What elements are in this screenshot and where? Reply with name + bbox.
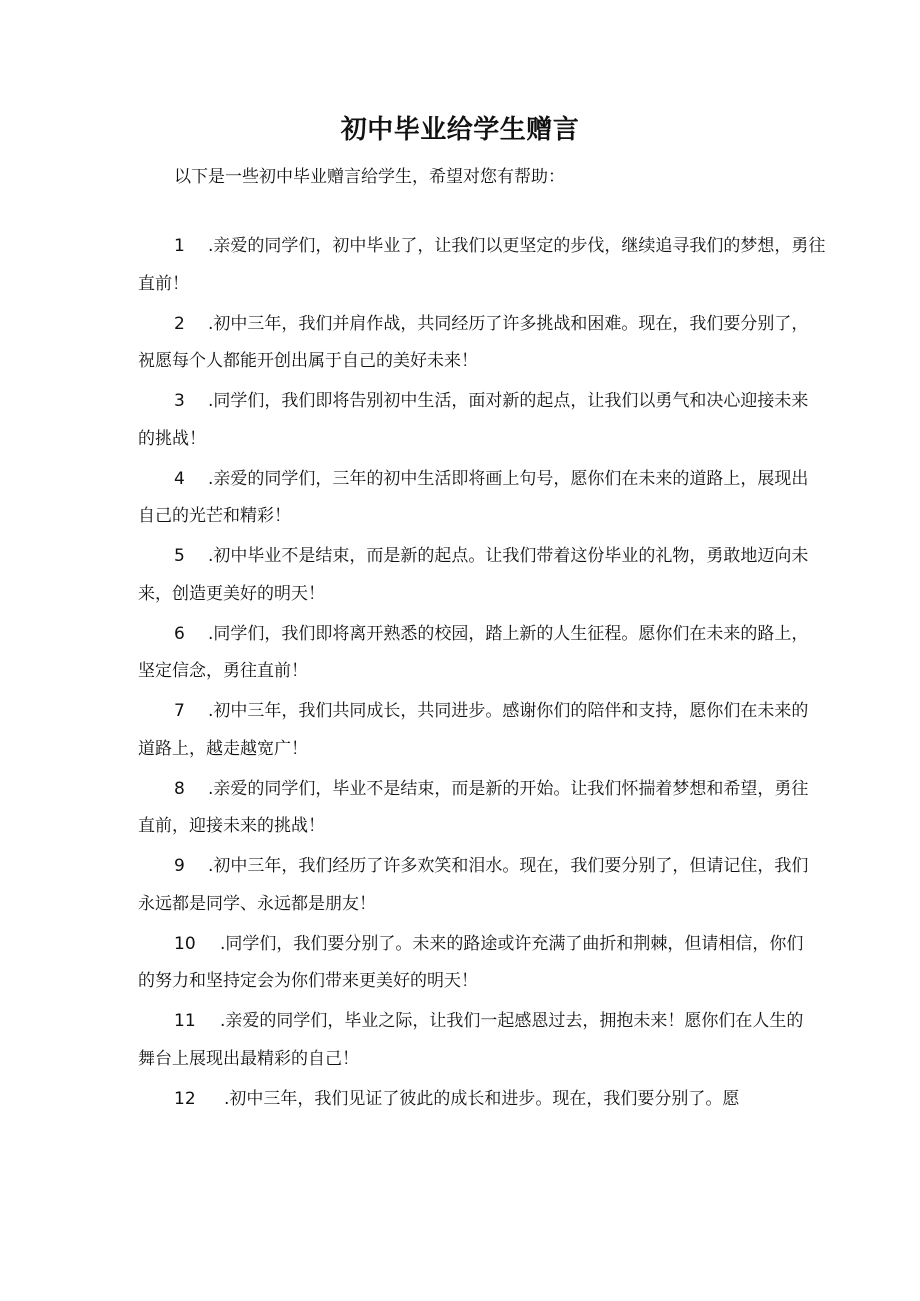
list-item	[138, 383, 809, 461]
list-item	[138, 1081, 798, 1159]
item-text-line1: .初中三年，我们经历了许多欢笑和泪水。现在，我们要分别了，但请记住，我们	[208, 856, 809, 876]
intro-paragraph: 以下是一些初中毕业赠言给学生，希望对您有帮助：	[174, 167, 565, 187]
item-text-line2: 自己的光芒和精彩！	[138, 506, 291, 526]
document-title: 初中毕业给学生赠言	[340, 115, 580, 145]
item-text-line1: .亲爱的同学们，毕业之际，让我们一起感恩过去，拥抱未来！愿你们在人生的	[220, 1011, 804, 1031]
list-item	[138, 461, 809, 539]
item-number: 3	[174, 391, 185, 411]
item-number: 11	[174, 1011, 196, 1031]
item-text-line1: .同学们，我们即将告别初中生活，面对新的起点，让我们以勇气和决心迎接未来	[208, 391, 809, 411]
item-text-line2: 舞台上展现出最精彩的自己！	[138, 1048, 359, 1069]
item-number: 8	[174, 778, 185, 799]
list-item	[138, 538, 809, 616]
list-item	[138, 848, 809, 926]
item-number: 1	[174, 236, 185, 256]
item-number: 9	[174, 856, 185, 876]
item-number: 6	[174, 623, 185, 644]
item-text-line1: .同学们，我们即将离开熟悉的校园，踏上新的人生征程。愿你们在未来的路上，	[208, 623, 809, 644]
item-text-line2: 直前！	[138, 273, 189, 294]
item-text-line2: 直前，迎接未来的挑战！	[138, 816, 325, 836]
item-text-line1: .初中三年，我们见证了彼此的成长和进步。现在，我们要分别了。愿	[224, 1088, 740, 1109]
list-item	[138, 771, 809, 849]
item-text-line1: .初中三年，我们并肩作战，共同经历了许多挑战和困难。现在，我们要分别了，	[208, 313, 809, 334]
item-text-line1: .亲爱的同学们，毕业不是结束，而是新的开始。让我们怀揣着梦想和希望，勇往	[208, 778, 809, 799]
list-item	[138, 1003, 804, 1081]
item-number: 2	[174, 313, 185, 334]
message-list	[138, 228, 826, 1158]
item-text-line2: 来，创造更美好的明天！	[138, 583, 325, 604]
item-text-line1: .初中三年，我们共同成长，共同进步。感谢你们的陪伴和支持，愿你们在未来的	[208, 701, 809, 721]
item-text-line1: .初中毕业不是结束，而是新的起点。让我们带着这份毕业的礼物，勇敢地迈向未	[208, 546, 809, 566]
item-number: 5	[174, 546, 185, 566]
list-item	[138, 616, 809, 694]
item-number: 4	[174, 468, 185, 489]
item-number: 7	[174, 701, 185, 721]
list-item	[138, 228, 826, 306]
list-item	[138, 693, 809, 771]
list-item	[138, 926, 804, 1004]
item-text-line1: .同学们，我们要分别了。未来的路途或许充满了曲折和荆棘，但请相信，你们	[220, 933, 804, 954]
item-text-line2: 的挑战！	[138, 428, 206, 449]
item-text-line2	[138, 1118, 798, 1156]
item-text-line2: 祝愿每个人都能开创出属于自己的美好未来！	[138, 351, 478, 371]
item-number: 10	[174, 933, 196, 954]
list-item	[138, 306, 809, 384]
item-text-line2: 坚定信念，勇往直前！	[138, 661, 308, 681]
item-text-line2: 的努力和坚持定会为你们带来更美好的明天！	[138, 971, 478, 991]
item-text-line2: 永远都是同学、永远都是朋友！	[138, 893, 376, 914]
item-text-line1: .亲爱的同学们，三年的初中生活即将画上句号，愿你们在未来的道路上，展现出	[208, 468, 809, 489]
item-text-line1: .亲爱的同学们，初中毕业了，让我们以更坚定的步伐，继续追寻我们的梦想，勇往	[208, 236, 826, 256]
item-number: 12	[174, 1088, 196, 1109]
item-text-line2: 道路上，越走越宽广！	[138, 738, 308, 759]
